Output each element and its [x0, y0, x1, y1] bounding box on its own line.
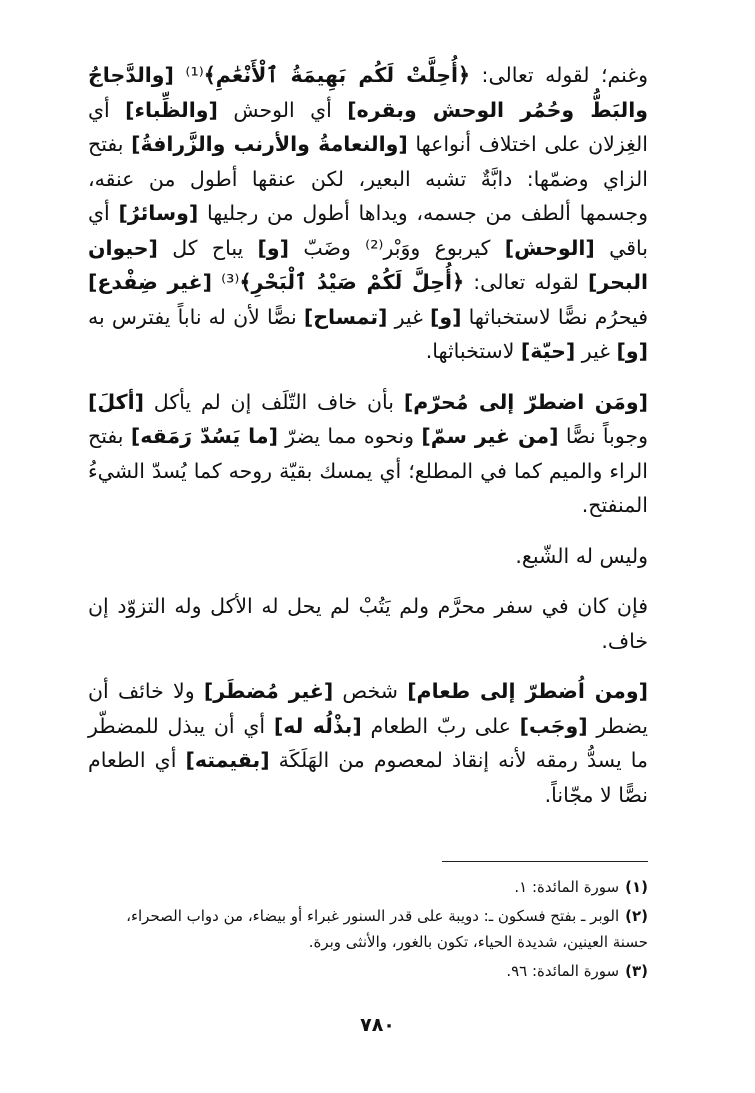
text-segment: وغنم؛ لقوله تعالى:: [470, 63, 648, 87]
text-segment: يباح كل: [157, 235, 258, 260]
text-segment: على ربّ الطعام: [361, 713, 520, 738]
text-segment: وضَبّ: [289, 235, 366, 260]
bold-segment: [غير ضِفْدع]: [88, 270, 213, 294]
footnotes: [88, 874, 648, 987]
paragraph-1: [88, 58, 648, 369]
footnote-number: (١): [625, 878, 648, 896]
bold-segment: [وسائرُ]: [118, 201, 199, 225]
bold-segment: [تمساح]: [303, 304, 388, 329]
text-segment: وليس له الشّبع.: [515, 543, 648, 568]
paragraph-2: [88, 385, 648, 523]
paragraph-gap: [88, 523, 648, 539]
bold-segment: [حيوان البحر]: [88, 235, 648, 294]
text-segment: غير: [575, 339, 617, 363]
page-number: ٧٨٠: [360, 1014, 395, 1036]
footnote-1: [88, 874, 648, 900]
text-segment: ⁽¹⁾: [173, 63, 204, 87]
text-segment: أي الطعام نصًّا لا مجّاناً.: [88, 748, 648, 807]
bold-segment: ﴿أُحِلَّ لَكُمْ صَيْدُ ٱلْبَحْرِ﴾: [239, 270, 465, 294]
bold-segment: [بذْلُه له]: [273, 713, 362, 738]
footnote-number: (٢): [625, 907, 648, 925]
bold-segment: [أكلَ]: [88, 389, 144, 414]
paragraph-gap: [88, 573, 648, 589]
bold-segment: [من غير سمّ]: [421, 424, 559, 448]
bold-segment: [و]: [257, 235, 290, 260]
paragraph-4: [88, 589, 648, 658]
text-segment: بأن خاف التّلَف إن لم يأكل: [144, 389, 404, 414]
text-segment: لاستخباثها.: [425, 339, 521, 363]
bold-segment: [بقيمته]: [185, 748, 270, 772]
text-segment: فإن كان في سفر محرَّم ولم يَتُبْ لم يحل له الأكل وله التزوّد إن خاف.: [88, 594, 648, 653]
bold-segment: [و]: [616, 339, 648, 363]
footnote-divider: [442, 861, 648, 862]
bold-segment: [والظِّباء]: [125, 97, 218, 122]
text-segment: غير: [387, 304, 430, 329]
footnote-3: [88, 958, 648, 984]
main-text: [88, 58, 648, 812]
footnote-text: سورة المائدة: ٩٦.: [506, 962, 620, 980]
text-segment: لقوله تعالى:: [464, 270, 588, 294]
text-segment: ونحوه مما يضرّ: [277, 424, 422, 448]
text-segment: أي أن يبذل للمضطّر ما يسدُّ رمقه لأنه إنقاذ لمعصوم من الهَلَكَة: [88, 713, 648, 772]
paragraph-gap: [88, 369, 648, 385]
paragraph-5: [88, 674, 648, 812]
bold-segment: ﴿أُحِلَّتْ لَكُم بَهِيمَةُ ٱلْأَنْعَٰمِ﴾: [203, 63, 471, 87]
text-segment: أي الغِزلان على اختلاف أنواعها: [88, 97, 648, 156]
text-segment: ⁽²⁾: [365, 235, 384, 260]
footnote-text: الوبر ـ بفتح فسكون ـ: دويبة على قدر السنور غبراء أو بيضاء، من دواب الصحراء، حسنة العينين، شديدة الحياء، تكون بالغور، والأنثى وبرة.: [126, 907, 648, 951]
text-segment: بفتح الزاي وضمّها: دابَّةٌ تشبه البعير، لكن عنقها أطول من عنقه، وجسمها ألطف من جسمه، ويداها أطول من رجليها: [88, 132, 648, 225]
text-segment: فيحرُم نصًّا لاستخباثها: [461, 304, 648, 329]
text-segment: نصًّا لأن له ناباً يفترس به: [88, 304, 304, 329]
text-segment: شخص: [333, 679, 408, 703]
paragraph-3: [88, 539, 648, 574]
text-segment: أي الوحش: [217, 97, 348, 122]
bold-segment: [ومَن اضطرّ إلى مُحرّم]: [403, 389, 648, 414]
bold-segment: [والنعامةُ والأرنب والزَّرافةُ]: [131, 132, 408, 156]
bold-segment: [والدَّجاجُ والبَطُّ وحُمُر الوحش وبقره]: [88, 63, 648, 122]
text-segment: بفتح الراء والميم كما في المطلع؛ أي يمسك بقيّة روحه كما يُسدّ الشيءُ المنفتح.: [88, 424, 648, 517]
footnote-2: [88, 903, 648, 955]
bold-segment: [ومن اُضطرّ إلى طعام]: [407, 679, 648, 703]
text-segment: كيربوع ووَبْر: [383, 235, 505, 260]
text-segment: ⁽³⁾: [212, 270, 240, 294]
text-segment: وجوباً نصًّا: [558, 424, 648, 448]
text-segment: ولا خائف أن يضطر: [88, 679, 648, 738]
bold-segment: [و]: [429, 304, 462, 329]
footnote-text: سورة المائدة: ١.: [514, 878, 620, 896]
bold-segment: [غير مُضطَر]: [203, 679, 334, 703]
bold-segment: [الوحش]: [504, 235, 595, 260]
bold-segment: [حيّة]: [520, 339, 576, 363]
paragraph-gap: [88, 658, 648, 674]
bold-segment: [وجَب]: [519, 713, 588, 738]
footnote-number: (٣): [625, 962, 648, 980]
bold-segment: [ما يَسُدّ رَمَقه]: [130, 424, 278, 448]
text-segment: أي باقي: [88, 201, 648, 260]
